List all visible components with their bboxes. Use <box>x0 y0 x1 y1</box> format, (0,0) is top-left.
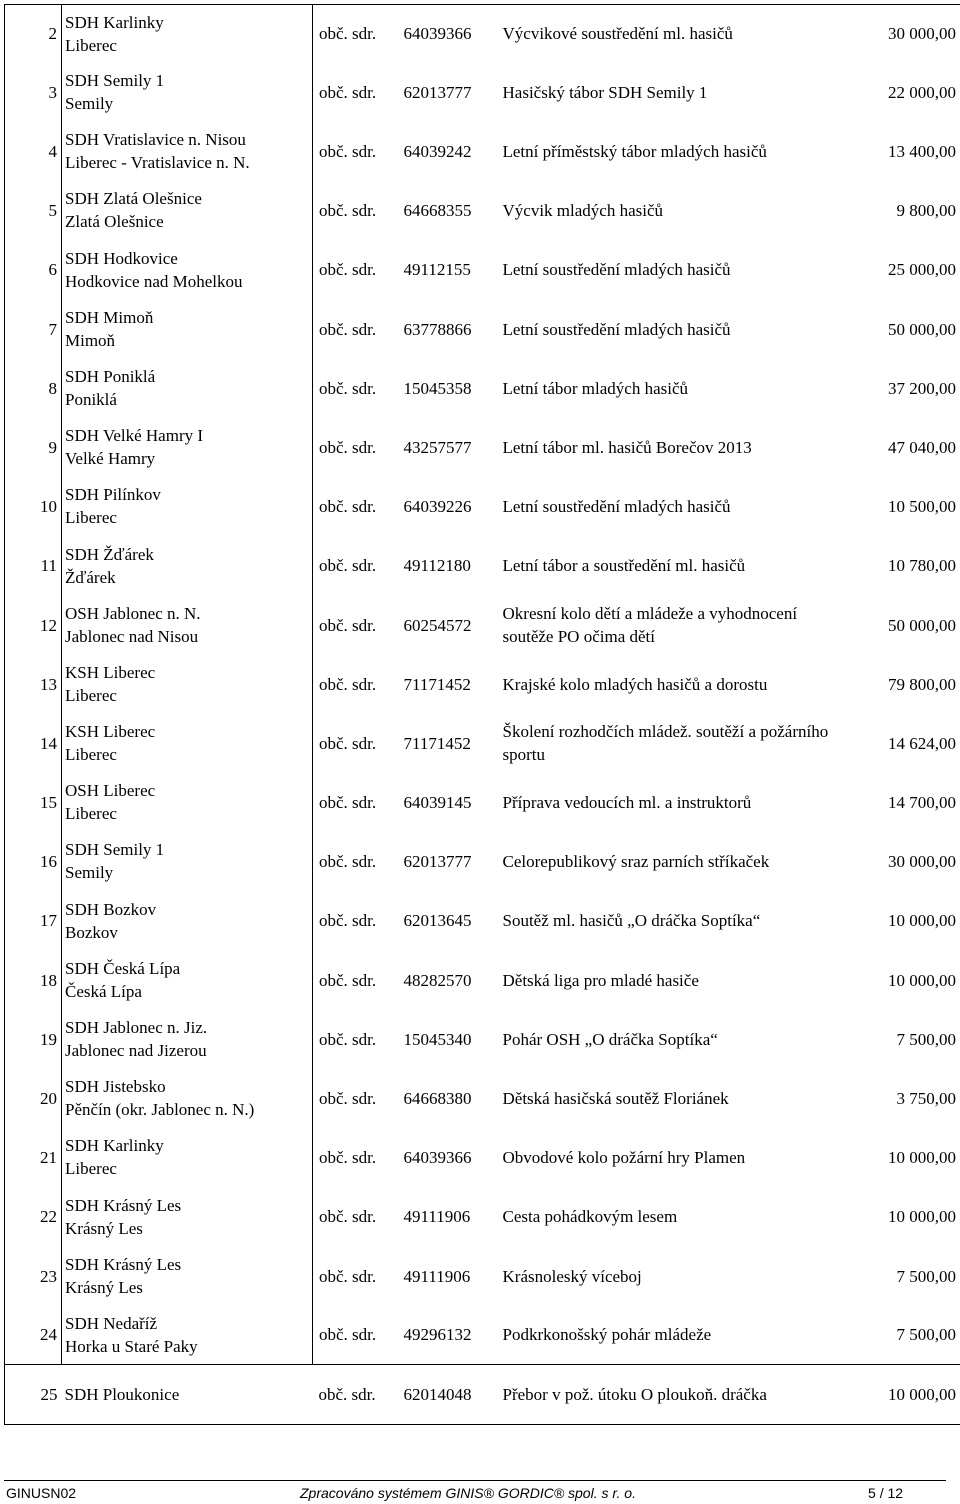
table-row <box>5 1306 960 1365</box>
recipient-name: SDH Semily 1 <box>65 71 165 90</box>
recipient-place: Liberec - Vratislavice n. N. <box>65 153 250 172</box>
table-row <box>5 5 960 63</box>
recipient-place: Velké Hamry <box>65 449 156 468</box>
legal-form: obč. sdr. <box>313 1365 400 1425</box>
table-row <box>5 1247 960 1306</box>
registration-number: 64039366 <box>400 5 499 63</box>
grant-amount: 13 400,00 <box>843 122 960 181</box>
recipient-place: Mimoň <box>65 331 116 350</box>
registration-number: 62013777 <box>403 851 472 871</box>
recipient-name: OSH Liberec <box>65 781 156 800</box>
registration-number: 64039145 <box>403 792 472 812</box>
row-number: 9 <box>5 418 62 477</box>
recipient-name: SDH Česká Lípa <box>65 959 181 978</box>
registration-number: 62013645 <box>403 911 472 930</box>
page-total: 12 <box>887 1485 904 1501</box>
legal-form: obč. sdr. <box>319 556 377 575</box>
registration-number: 49111906 <box>403 1266 471 1286</box>
recipient-place: Česká Lípa <box>65 982 142 1001</box>
recipient-cell <box>62 1247 313 1306</box>
grant-purpose: Přebor v pož. útoku O ploukoň. dráčka <box>499 1365 843 1425</box>
row-number: 10 <box>5 477 62 536</box>
table-row <box>5 300 960 359</box>
legal-form: obč. sdr. <box>319 733 377 753</box>
table-row <box>5 1010 960 1069</box>
recipient-cell <box>62 5 313 63</box>
grant-purpose: Letní příměstský tábor mladých hasičů <box>502 141 767 161</box>
recipient-place: Liberec <box>65 686 117 705</box>
grant-purpose: Pohár OSH „O dráčka Soptíka“ <box>502 1029 718 1049</box>
table-row <box>5 418 960 477</box>
recipient-cell <box>62 1010 313 1069</box>
recipient-cell <box>62 300 313 359</box>
recipient-cell <box>62 1128 313 1187</box>
recipient-name: SDH Zlatá Olešnice <box>65 189 202 208</box>
legal-form: obč. sdr. <box>319 615 377 635</box>
table-row <box>5 240 960 300</box>
registration-number: 15045358 <box>403 378 472 398</box>
registration-number: 64668355 <box>403 200 472 220</box>
legal-form: obč. sdr. <box>319 437 377 457</box>
registration-number: 43257577 <box>403 437 472 457</box>
row-number: 12 <box>5 596 62 655</box>
recipient-cell <box>62 596 313 655</box>
row-number: 6 <box>5 240 62 300</box>
row-number: 18 <box>5 951 62 1010</box>
grant-purpose: Dětská liga pro mladé hasiče <box>502 970 699 990</box>
recipient-cell <box>62 773 313 832</box>
recipient-place: Liberec <box>65 35 117 55</box>
recipient-place: Liberec <box>65 745 117 764</box>
grants-table <box>4 4 960 1425</box>
grant-amount: 50 000,00 <box>843 596 960 655</box>
recipient-place: Semily <box>65 863 114 882</box>
grant-purpose: Školení rozhodčích mládež. soutěží a požárního sportu <box>502 722 829 764</box>
grant-amount: 22 000,00 <box>843 63 960 122</box>
recipient-cell <box>62 359 313 418</box>
registration-number: 48282570 <box>403 970 472 990</box>
grant-amount: 14 624,00 <box>843 714 960 773</box>
recipient-name: SDH Krásný Les <box>65 1195 182 1215</box>
grant-amount: 10 000,00 <box>843 1128 960 1187</box>
recipient-place: Krásný Les <box>65 1218 143 1238</box>
legal-form: obč. sdr. <box>319 260 377 279</box>
recipient-cell <box>62 951 313 1010</box>
grant-amount: 37 200,00 <box>843 359 960 418</box>
recipient-place: Hodkovice nad Mohelkou <box>65 271 243 291</box>
row-number: 21 <box>5 1128 62 1187</box>
grant-amount: 3 750,00 <box>843 1069 960 1128</box>
recipient-name: SDH Semily 1 <box>65 840 165 859</box>
recipient-name: SDH Nedaříž <box>65 1313 158 1333</box>
table-row <box>5 1187 960 1247</box>
grant-amount: 10 000,00 <box>843 891 960 951</box>
legal-form: obč. sdr. <box>319 792 377 812</box>
row-number: 4 <box>5 122 62 181</box>
recipient-name: SDH Mimoň <box>65 308 154 327</box>
recipient-cell <box>62 477 313 536</box>
table-row <box>5 714 960 773</box>
recipient-name: SDH Hodkovice <box>65 248 178 268</box>
grant-amount: 25 000,00 <box>843 240 960 300</box>
legal-form: obč. sdr. <box>313 1306 400 1365</box>
recipient-place: Zlatá Olešnice <box>65 212 164 231</box>
footer-page-number <box>868 1485 903 1501</box>
grant-amount: 10 000,00 <box>843 951 960 1010</box>
recipient-name: SDH Karlinky <box>65 12 164 32</box>
grant-amount: 10 000,00 <box>843 1365 960 1425</box>
registration-number: 71171452 <box>403 674 471 694</box>
recipient-name: SDH Pilínkov <box>65 485 161 504</box>
grant-purpose: Celorepublikový sraz parních stříkaček <box>502 851 770 871</box>
recipient-place: Poniklá <box>65 390 117 409</box>
grant-purpose: Výcvikové soustředění ml. hasičů <box>499 5 843 63</box>
legal-form: obč. sdr. <box>319 851 377 871</box>
recipient-name: SDH Žďárek <box>65 544 154 564</box>
row-number: 2 <box>5 5 62 63</box>
grant-purpose: Letní soustředění mladých hasičů <box>502 496 731 516</box>
registration-number: 15045340 <box>403 1029 472 1049</box>
row-number: 8 <box>5 359 62 418</box>
row-number: 3 <box>5 63 62 122</box>
registration-number: 49296132 <box>400 1306 499 1365</box>
table-row <box>5 536 960 596</box>
legal-form: obč. sdr. <box>319 1266 377 1286</box>
recipient-place: Žďárek <box>65 567 116 587</box>
row-number: 23 <box>5 1247 62 1306</box>
grant-amount: 30 000,00 <box>843 5 960 63</box>
grant-purpose: Letní soustředění mladých hasičů <box>502 319 731 339</box>
grant-purpose: Dětská hasičská soutěž Floriánek <box>502 1088 729 1108</box>
table-row <box>5 832 960 891</box>
recipient-cell <box>62 181 313 240</box>
recipient-name: SDH Velké Hamry I <box>65 426 204 445</box>
legal-form: obč. sdr. <box>319 496 377 516</box>
legal-form: obč. sdr. <box>319 970 377 990</box>
table-row <box>5 1069 960 1128</box>
grant-amount: 10 000,00 <box>843 1187 960 1247</box>
recipient-cell <box>62 1306 313 1365</box>
registration-number: 49111906 <box>403 1207 471 1226</box>
recipient-name: OSH Jablonec n. N. <box>65 604 201 623</box>
legal-form: obč. sdr. <box>319 200 377 220</box>
grant-amount: 7 500,00 <box>843 1306 960 1365</box>
table-row <box>5 1128 960 1187</box>
recipient-cell <box>62 1365 313 1425</box>
recipient-cell <box>62 240 313 300</box>
recipient-cell <box>62 536 313 596</box>
table-row <box>5 1365 960 1425</box>
grant-purpose: Příprava vedoucích ml. a instruktorů <box>502 792 752 812</box>
legal-form: obč. sdr. <box>313 5 400 63</box>
grant-amount: 7 500,00 <box>843 1247 960 1306</box>
footer-document-code: GINUSN02 <box>6 1485 77 1501</box>
recipient-name: SDH Krásný Les <box>65 1255 182 1274</box>
legal-form: obč. sdr. <box>319 911 377 930</box>
grant-purpose: Letní tábor mladých hasičů <box>502 378 689 398</box>
recipient-place: Pěnčín (okr. Jablonec n. N.) <box>65 1100 255 1119</box>
recipient-place: Liberec <box>65 508 117 527</box>
registration-number: 64039226 <box>403 496 472 516</box>
recipient-cell <box>62 1187 313 1247</box>
grant-purpose: Výcvik mladých hasičů <box>502 200 664 220</box>
page-current: 5 <box>868 1485 876 1501</box>
grant-purpose: Krajské kolo mladých hasičů a dorostu <box>502 674 768 694</box>
grant-amount: 10 780,00 <box>843 536 960 596</box>
recipient-name: SDH Bozkov <box>65 899 157 919</box>
recipient-place: Horka u Staré Paky <box>65 1336 198 1356</box>
legal-form: obč. sdr. <box>319 82 377 102</box>
legal-form: obč. sdr. <box>319 674 377 694</box>
grant-amount: 47 040,00 <box>843 418 960 477</box>
recipient-place: Jablonec nad Jizerou <box>65 1041 207 1060</box>
registration-number: 71171452 <box>403 733 471 753</box>
table-row <box>5 477 960 536</box>
grant-amount: 14 700,00 <box>843 773 960 832</box>
recipient-name: SDH Jistebsko <box>65 1077 166 1096</box>
recipient-place: Liberec <box>65 804 117 823</box>
row-number: 11 <box>5 536 62 596</box>
row-number: 17 <box>5 891 62 951</box>
registration-number: 62014048 <box>400 1365 499 1425</box>
row-number: 15 <box>5 773 62 832</box>
grant-amount: 30 000,00 <box>843 832 960 891</box>
row-number: 20 <box>5 1069 62 1128</box>
grant-purpose: Obvodové kolo požární hry Plamen <box>502 1147 746 1167</box>
recipient-name: SDH Ploukonice <box>64 1385 180 1404</box>
recipient-place: Bozkov <box>65 922 118 942</box>
legal-form: obč. sdr. <box>319 378 377 398</box>
recipient-cell <box>62 1069 313 1128</box>
grant-amount: 79 800,00 <box>843 655 960 714</box>
recipient-cell <box>62 418 313 477</box>
row-number: 14 <box>5 714 62 773</box>
table-row <box>5 951 960 1010</box>
registration-number: 63778866 <box>403 319 472 339</box>
table-row <box>5 122 960 181</box>
grant-amount: 7 500,00 <box>843 1010 960 1069</box>
legal-form: obč. sdr. <box>319 1029 377 1049</box>
recipient-cell <box>62 63 313 122</box>
row-number: 19 <box>5 1010 62 1069</box>
row-number: 22 <box>5 1187 62 1247</box>
row-number: 25 <box>5 1365 62 1425</box>
recipient-name: SDH Vratislavice n. Nisou <box>65 130 246 149</box>
grant-amount: 10 500,00 <box>843 477 960 536</box>
recipient-place: Krásný Les <box>65 1278 143 1297</box>
recipient-place: Liberec <box>65 1159 117 1178</box>
legal-form: obč. sdr. <box>319 1147 377 1167</box>
recipient-name: SDH Karlinky <box>65 1136 164 1155</box>
table-row <box>5 359 960 418</box>
table-row <box>5 63 960 122</box>
recipient-cell <box>62 714 313 773</box>
recipient-cell <box>62 832 313 891</box>
grant-purpose: Cesta pohádkovým lesem <box>502 1207 678 1226</box>
registration-number: 64039242 <box>403 141 472 161</box>
grant-purpose: Okresní kolo dětí a mládeže a vyhodnocení soutěže PO očima dětí <box>502 604 798 646</box>
recipient-name: SDH Poniklá <box>65 367 156 386</box>
grant-purpose: Podkrkonošský pohár mládeže <box>499 1306 843 1365</box>
row-number: 7 <box>5 300 62 359</box>
row-number: 24 <box>5 1306 62 1365</box>
recipient-cell <box>62 891 313 951</box>
row-number: 5 <box>5 181 62 240</box>
table-row <box>5 596 960 655</box>
legal-form: obč. sdr. <box>319 1207 377 1226</box>
registration-number: 60254572 <box>403 615 472 635</box>
recipient-name: KSH Liberec <box>65 663 156 682</box>
registration-number: 62013777 <box>403 82 472 102</box>
footer-divider <box>4 1480 946 1481</box>
grant-purpose: Soutěž ml. hasičů „O dráčka Soptíka“ <box>502 911 761 930</box>
registration-number: 64668380 <box>403 1088 472 1108</box>
recipient-name: KSH Liberec <box>65 722 156 741</box>
grant-purpose: Letní tábor a soustředění ml. hasičů <box>502 556 746 575</box>
grant-amount: 9 800,00 <box>843 181 960 240</box>
grant-purpose: Hasičský tábor SDH Semily 1 <box>502 82 708 102</box>
legal-form: obč. sdr. <box>319 141 377 161</box>
registration-number: 49112155 <box>403 260 471 279</box>
table-row <box>5 655 960 714</box>
grant-purpose: Letní tábor ml. hasičů Borečov 2013 <box>502 437 752 457</box>
footer-processed-by: Zpracováno systémem GINIS® GORDIC® spol. s r. o. <box>300 1485 636 1501</box>
grant-purpose: Krásnoleský víceboj <box>502 1266 642 1286</box>
recipient-place: Semily <box>65 94 114 113</box>
grant-purpose: Letní soustředění mladých hasičů <box>502 260 731 279</box>
table-row <box>5 891 960 951</box>
row-number: 16 <box>5 832 62 891</box>
grants-table-body <box>5 5 960 1425</box>
table-row <box>5 181 960 240</box>
recipient-cell <box>62 655 313 714</box>
recipient-cell <box>62 122 313 181</box>
recipient-name: SDH Jablonec n. Jiz. <box>65 1018 208 1037</box>
registration-number: 49112180 <box>403 556 471 575</box>
row-number: 13 <box>5 655 62 714</box>
table-row <box>5 773 960 832</box>
legal-form: obč. sdr. <box>319 319 377 339</box>
page-separator: / <box>879 1485 884 1501</box>
registration-number: 64039366 <box>403 1147 472 1167</box>
recipient-place: Jablonec nad Nisou <box>65 627 199 646</box>
legal-form: obč. sdr. <box>319 1088 377 1108</box>
grant-amount: 50 000,00 <box>843 300 960 359</box>
